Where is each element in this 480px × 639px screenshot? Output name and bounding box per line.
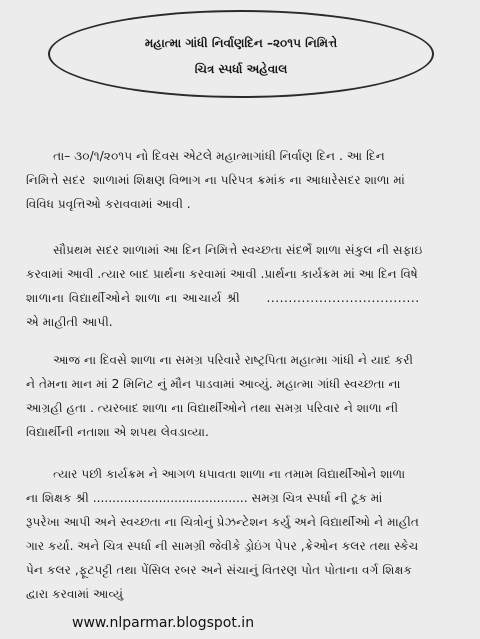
- paragraph-line: ને તેમના માન માં 2 મિનિટ નું મૌન પાડવામાં આવ્યું. મહાત્મા ગાંધી સ્વચ્છતા ના: [26, 377, 401, 391]
- paragraph-line: ના શિક્ષક શ્રી ........................................ સમગ્ર ચિત્ર સ્પર્ધા ની ટૂક માં: [26, 491, 383, 505]
- paragraph-1: [26, 144, 458, 216]
- paragraph-3: [26, 348, 458, 444]
- paragraph-line: પેન કલર ,ફૂટપટ્ટી તથા પેંસિલ રબર અને સંચાનું વિતરણ પોત પોતાના વર્ગ શિક્ષક: [26, 563, 413, 577]
- paragraph-line: સૌપ્રથમ સદર શાળામાં આ દિન નિમિત્તે સ્વચ્છતા સંદર્ભે શાળા સંકુલ ની સફાઇ: [26, 243, 423, 257]
- title-line-1: મહાત્મા ગાંધી નિર્વાણદિન –૨૦૧૫ નિમિત્તે: [144, 36, 338, 50]
- paragraph-line: વિવિધ પ્રવૃત્તિઓ કરાવવામાં આવી .: [26, 197, 191, 211]
- paragraph-line: ત્યાર પછી કાર્યક્રમ ને આગળ ધપાવતા શાળા ના તમામ વિદ્યાર્થીઓને શાળા: [26, 467, 406, 481]
- paragraph-line: એ માહીતી આપી.: [26, 315, 113, 329]
- paragraph-line: આજ ના દિવસે શાળા ના સમગ્ર પરિવારે રાષ્ટ્રપિતા મહાત્મા ગાંધી ને યાદ કરી: [26, 353, 414, 367]
- paragraph-line: શાળાના વિદ્યાર્થીઓને શાળા ના આચાર્ય શ્રી ...................................: [26, 291, 420, 305]
- blog-url-link[interactable]: www.nlparmar.blogspot.in: [72, 615, 255, 631]
- paragraph-line: ગાર કર્યા. અને ચિત્ર સ્પર્ધા ની સામગ્રી જેવીકે ડ્રોઇંગ પેપર ,ક્રેઓન કલર તથા સ્કેચ: [26, 539, 419, 553]
- paragraph-line: નિમિત્તે સદર શાળામાં શિક્ષણ વિભાગ ના પરિપત્ર ક્રમાંક ના આધારેસદર શાળા માં: [26, 173, 405, 187]
- title-ellipse-border: [48, 10, 434, 98]
- paragraph-line: વિદ્યાર્થીની નતાશા એ શપથ લેવડાવ્યા.: [26, 425, 209, 439]
- paragraph-line: દ્વારા કરવામાં આવ્યું: [26, 587, 124, 601]
- paragraph-line: તા– ૩૦/૧/૨૦૧૫ નો દિવસ એટલે મહાત્માગાંધી નિર્વાણ દિન . આ દિન: [26, 149, 385, 163]
- paragraph-line: રૂપરેખા આપી અને સ્વચ્છતા ના ચિત્રોનું પ્રેઝન્ટેશન કર્યુ અને વિદ્યાર્થીઓ ને માહીત: [26, 515, 419, 529]
- paragraph-4: [26, 462, 458, 606]
- paragraph-line: કરવામાં આવી .ત્યાર બાદ પ્રાર્થના કરવામાં આવી .પ્રાર્થના કાર્યક્રમ માં આ દિન વિષે: [26, 267, 418, 281]
- paragraph-2: [26, 238, 458, 334]
- paragraph-line: આગ્રહી હતા . ત્યરબાદ શાળા ના વિદ્યાર્થીઓને તથા સમગ્ર પરિવાર ને શાળા ની: [26, 401, 399, 415]
- title-line-2: ચિત્ર સ્પર્ધા અહેવાલ: [194, 62, 288, 76]
